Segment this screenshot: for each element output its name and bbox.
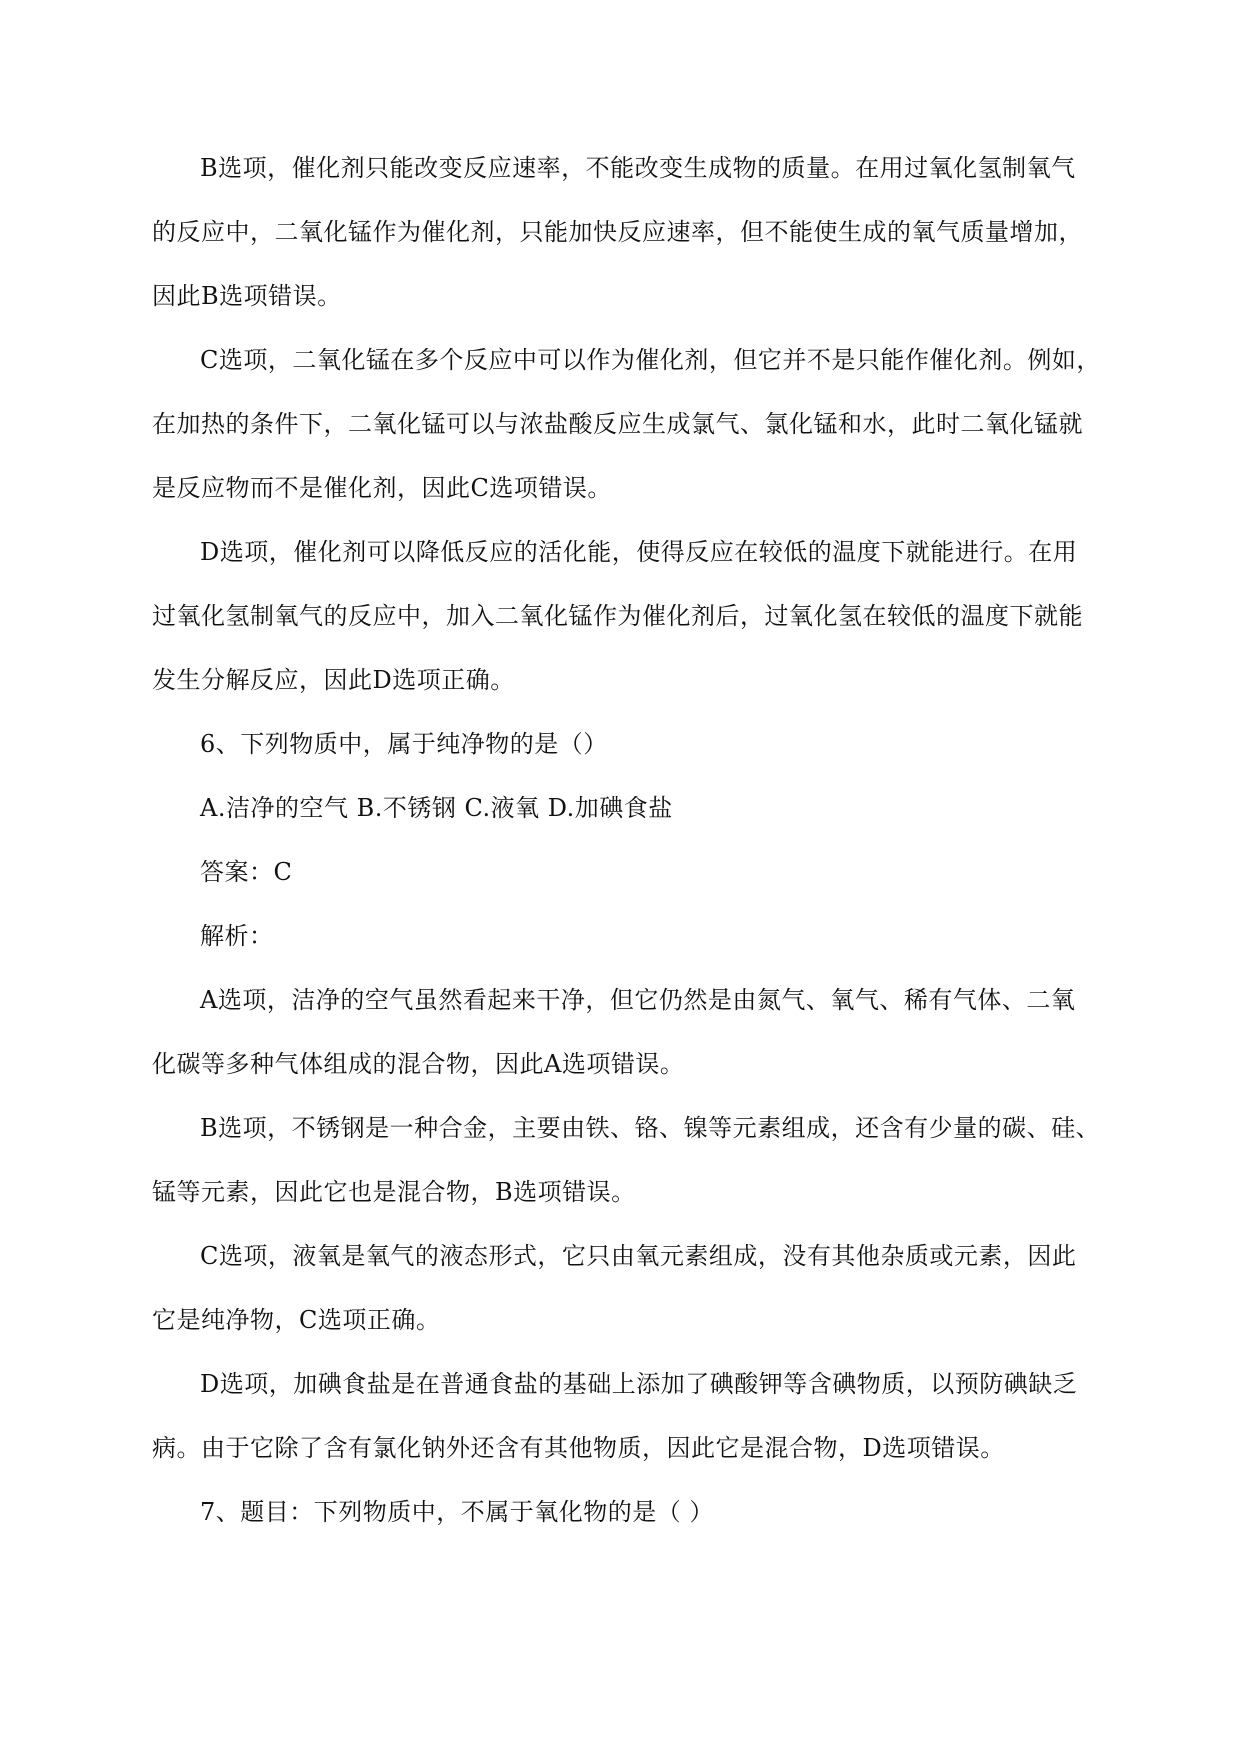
question-7: 7、题目：下列物质中，不属于氧化物的是（ ）: [200, 1498, 714, 1526]
analysis-c-line-1: C选项，液氧是氧气的液态形式，它只由氧元素组成，没有其他杂质或元素，因此: [200, 1242, 1077, 1270]
paragraph-b-line-2: 的反应中，二氧化锰作为催化剂，只能加快反应速率，但不能使生成的氧气质量增加，: [152, 218, 1083, 246]
paragraph-b-line-1: B选项，催化剂只能改变反应速率，不能改变生成物的质量。在用过氧化氢制氧气: [200, 154, 1076, 182]
question-6-options: A.洁净的空气 B.不锈钢 C.液氧 D.加碘食盐: [200, 794, 673, 822]
paragraph-c-line-3: 是反应物而不是催化剂，因此C选项错误。: [152, 474, 612, 502]
analysis-a-line-2: 化碳等多种气体组成的混合物，因此A选项错误。: [152, 1050, 685, 1078]
analysis-c-line-2: 它是纯净物，C选项正确。: [152, 1306, 441, 1334]
paragraph-d-line-3: 发生分解反应，因此D选项正确。: [152, 666, 515, 694]
analysis-d-line-1: D选项，加碘食盐是在普通食盐的基础上添加了碘酸钾等含碘物质，以预防碘缺乏: [200, 1370, 1078, 1398]
paragraph-b-line-3: 因此B选项错误。: [152, 282, 342, 310]
question-6-answer: 答案：C: [200, 858, 293, 886]
paragraph-c-line-1: C选项，二氧化锰在多个反应中可以作为催化剂，但它并不是只能作催化剂。例如，: [200, 346, 1101, 374]
paragraph-d-line-1: D选项，催化剂可以降低反应的活化能，使得反应在较低的温度下就能进行。在用: [200, 538, 1078, 566]
analysis-b-line-1: B选项，不锈钢是一种合金，主要由铁、铬、镍等元素组成，还含有少量的碳、硅、: [200, 1114, 1101, 1142]
analysis-heading: 解析：: [200, 922, 274, 950]
analysis-a-line-1: A选项，洁净的空气虽然看起来干净，但它仍然是由氮气、氧气、稀有气体、二氧: [200, 986, 1076, 1014]
analysis-b-line-2: 锰等元素，因此它也是混合物，B选项错误。: [152, 1178, 636, 1206]
question-6: 6、下列物质中，属于纯净物的是（）: [200, 730, 608, 758]
paragraph-d-line-2: 过氧化氢制氧气的反应中，加入二氧化锰作为催化剂后，过氧化氢在较低的温度下就能: [152, 602, 1083, 630]
paragraph-c-line-2: 在加热的条件下，二氧化锰可以与浓盐酸反应生成氯气、氯化锰和水，此时二氧化锰就: [152, 410, 1083, 438]
analysis-d-line-2: 病。由于它除了含有氯化钠外还含有其他物质，因此它是混合物，D选项错误。: [152, 1434, 1005, 1462]
